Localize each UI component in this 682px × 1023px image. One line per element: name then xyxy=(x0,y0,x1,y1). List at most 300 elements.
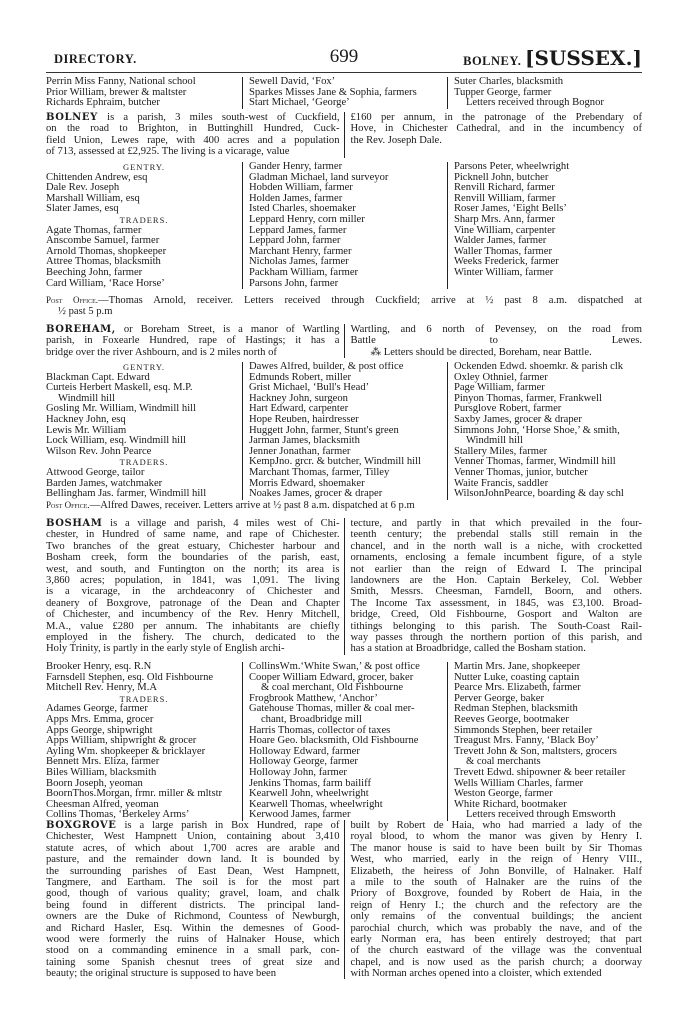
line-text: teenth century; the prebendal stalls still remain in the xyxy=(350,529,642,541)
list-entry: Farnsdell Stephen, esq. Old Fishbourne xyxy=(46,671,214,683)
list-entry: Sewell David, ‘Fox’ xyxy=(248,77,336,87)
line-text: Priory of Boxgrove, founded by Robert de Haia, in the xyxy=(350,888,642,900)
list-entry: Pursglove Robert, farmer xyxy=(453,403,562,415)
list-entry: & coal merchants xyxy=(465,756,541,768)
list-entry: Perver George, baker xyxy=(453,692,545,704)
list-entry: Marshall William, esq xyxy=(46,192,140,204)
continuation-list xyxy=(46,77,642,109)
list-entry: Gladman Michael, land surveyor xyxy=(248,171,389,183)
line-text: M.A., value £280 per annum. The inhabitants are chiefly xyxy=(46,620,340,632)
list-entry: chant, Broadbridge mill xyxy=(260,713,362,725)
line-text: on the road to Brighton, in Buttinghill Hundred, Cuck- xyxy=(46,123,340,135)
paragraph-line xyxy=(351,866,643,877)
line-text: reign of Henry I.; the church and the refectory are the xyxy=(350,899,642,911)
list-entry: Arnold Thomas, shopkeeper xyxy=(46,245,167,257)
line-text: Tangmere, and Eartham. The soil is for the most part xyxy=(46,876,340,888)
list-entry: Vine William, carpenter xyxy=(453,224,556,236)
list-entry: Hackney John, esq xyxy=(46,413,126,425)
list-entry: Prior William, brewer & maltster xyxy=(46,86,187,98)
list-entry: Dale Rev. Joseph xyxy=(46,182,120,194)
line-text: Chichester, West Hampnett Union, containing about 3,410 xyxy=(46,831,340,843)
list-entry: Anscombe Samuel, farmer xyxy=(46,235,160,247)
bolney-post-office xyxy=(46,295,642,318)
line-text: is a parish, 3 miles south-west of Cuckfield, xyxy=(97,112,340,123)
list-entry: Kearwell Thomas, wheelwright xyxy=(248,798,383,810)
paragraph-line xyxy=(46,598,340,609)
line-text: is a vicarage, in the archdeaconry of Chichester and xyxy=(46,586,340,598)
list-entry: Bellingham Jas. farmer, Windmill hill xyxy=(46,488,207,500)
paragraph-line xyxy=(351,968,643,979)
list-entry: Apps Mrs. Emma, grocer xyxy=(46,713,154,725)
list-entry: Attree Thomas, blacksmith xyxy=(46,256,161,268)
list-entry: Walder James, farmer xyxy=(453,235,547,247)
boxgrove-text-right xyxy=(344,820,643,979)
list-entry: Marchant Thomas, farmer, Tilley xyxy=(248,466,390,478)
line-text: —Alfred Dawes, receiver. Letters arrive at ½ past 8 a.m. dispatched at 6 p.m xyxy=(89,500,415,511)
line-text: of 713, assessed at £2,925. The living is a vicarage, value xyxy=(46,146,290,158)
line-text: ⁂ Letters should be directed, Boreham, near Battle. xyxy=(370,346,592,358)
list-entry: Trevett John & Son, maltsters, grocers xyxy=(453,745,617,757)
bosham-column-3 xyxy=(447,662,642,821)
list-entry: Leppard John, farmer xyxy=(248,235,341,247)
line-text: good, though of various quality; gravel, loam, and chalk xyxy=(46,888,340,900)
paragraph-line xyxy=(46,518,340,529)
paragraph-line xyxy=(351,900,643,911)
list-entry: Card William, ‘Race Horse’ xyxy=(46,277,165,289)
list-entry: Noakes James, grocer & draper xyxy=(248,488,383,500)
paragraph-line xyxy=(46,968,340,979)
list-entry: Edmunds Robert, miller xyxy=(248,371,352,383)
paragraph-line xyxy=(351,843,643,854)
paragraph-line xyxy=(46,347,340,358)
list-entry: Boorn Joseph, yeoman xyxy=(46,777,143,789)
line-text: of Chichester, and incumbency of the Rev. Henry Mitchell, xyxy=(46,609,340,621)
paragraph-line xyxy=(351,820,643,831)
list-entry: Parsons John, farmer xyxy=(248,277,339,289)
list-entry: & coal merchant, Old Fishbourne xyxy=(260,682,404,694)
line-text: of the church eastward of the village was the conventual xyxy=(350,945,642,957)
line-text: stood on a commanding eminence in a small park, con- xyxy=(46,945,340,957)
paragraph-line xyxy=(46,888,340,899)
paragraph-line xyxy=(351,347,643,358)
line-text: way passes through the northern portion of this parish, and xyxy=(350,631,642,643)
list-entry: Tupper George, farmer xyxy=(453,86,552,98)
list-entry: Renvill William, farmer xyxy=(453,192,556,204)
paragraph-line xyxy=(46,112,340,123)
list-entry: Sparkes Misses Jane & Sophia, farmers xyxy=(248,86,417,98)
line-text: Two branches of the great estuary, Chichester harbour and xyxy=(46,540,340,552)
list-entry: Beeching John, farmer xyxy=(46,266,143,278)
list-entry: Simmonds Stephen, beer retailer xyxy=(453,724,593,736)
list-entry: Martin Mrs. Jane, shopkeeper xyxy=(453,662,581,672)
list-entry: Hope Reuben, hairdresser xyxy=(248,413,359,425)
line-text: pasture, and the remainder down land. It is bounded by xyxy=(46,854,340,866)
paragraph-line xyxy=(351,934,643,945)
list-entry: Suter Charles, blacksmith xyxy=(453,77,564,87)
line-text: Hove, in Chichester Cathedral, and in the incumbency of xyxy=(350,123,642,135)
list-entry: Wells William Charles, farmer xyxy=(453,777,584,789)
list-entry: Picknell John, butcher xyxy=(453,171,549,183)
list-entry: Huggett John, farmer, Stunt's green xyxy=(248,424,399,436)
line-text: tecture, and partly in that which prevailed in the four- xyxy=(350,518,642,529)
list-entry: Start Michael, ‘George’ xyxy=(248,97,350,109)
line-text: Bosham creek, form the boundaries of the parish, east, xyxy=(46,552,340,564)
list-entry: Waite Francis, saddler xyxy=(453,477,549,489)
paragraph-line xyxy=(46,632,340,643)
bolney-column-3 xyxy=(447,162,642,289)
paragraph-line xyxy=(351,552,643,563)
list-entry: Bennett Mrs. Eliza, farmer xyxy=(46,756,160,768)
bolney-gentry-traders xyxy=(46,162,242,289)
list-entry: Marchant Henry, farmer xyxy=(248,245,352,257)
list-entry: Morris Edward, shoemaker xyxy=(248,477,365,489)
gentry-heading: GENTRY. xyxy=(122,162,165,172)
list-entry: Pinyon Thomas, farmer, Frankwell xyxy=(453,392,602,404)
list-entry: WilsonJohnPearce, boarding & day schl xyxy=(453,488,624,500)
list-entry: Agate Thomas, farmer xyxy=(46,224,142,236)
boreham-text-left xyxy=(46,324,344,358)
line-text: the Rev. Joseph Dale. xyxy=(350,134,442,146)
line-text: bridge over the river Ashbourn, and is 2 miles north of xyxy=(46,346,277,358)
line-text: Battle to Lewes. xyxy=(350,335,642,347)
paragraph-line xyxy=(351,877,643,888)
line-text: the surrounding parishes of East Dean, West Hampnett, xyxy=(46,865,340,877)
list-entry: Gosling Mr. William, Windmill hill xyxy=(46,403,197,415)
list-entry: Ayling Wm. shopkeeper & bricklayer xyxy=(46,745,206,757)
list-entry: Letters received through Emsworth xyxy=(465,809,616,821)
line-text: royal blood, to whom the manor was given by Henry I. xyxy=(350,831,642,843)
bolney-description xyxy=(46,112,642,158)
line-text: is a village and parish, 4 miles west of Chi- xyxy=(102,518,340,529)
list-entry: Hart Edward, carpenter xyxy=(248,403,349,415)
list-entry: Dawes Alfred, builder, & post office xyxy=(248,362,404,372)
paragraph-line xyxy=(46,552,340,563)
paragraph-line xyxy=(351,529,643,540)
paragraph-line xyxy=(351,586,643,597)
list-entry: Richards Ephraim, butcher xyxy=(46,97,160,109)
paragraph-line xyxy=(46,621,340,632)
bolney-list xyxy=(46,162,642,289)
list-entry: Adames George, farmer xyxy=(46,703,148,715)
list-entry: Lock William, esq. Windmill hill xyxy=(46,435,186,447)
paragraph-line xyxy=(351,923,643,934)
list-entry: Waller Thomas, farmer xyxy=(453,245,553,257)
line-text: early Norman era, has been entirely destroyed; that part xyxy=(350,933,642,945)
boreham-column-2 xyxy=(242,362,447,500)
list-entry: Perrin Miss Fanny, National school xyxy=(46,77,196,87)
paragraph-line xyxy=(351,911,643,922)
paragraph-line xyxy=(351,112,643,123)
line-text: chancel, and in the north wall is a niche, with crocketted xyxy=(350,540,642,552)
list-entry: Biles William, blacksmith xyxy=(46,766,157,778)
line-text: or Boreham Street, is a manor of Wartling xyxy=(115,324,340,335)
paragraph-line xyxy=(351,564,643,575)
list-entry: CollinsWm.‘White Swan,’ & post office xyxy=(248,662,420,672)
bosham-text-right xyxy=(344,518,643,655)
boreham-post-office xyxy=(46,500,642,511)
line-text: Elizabeth, the heiress of John Bonville, of Halnaker. Half xyxy=(350,865,642,877)
list-column-1 xyxy=(46,77,242,109)
paragraph-line xyxy=(351,632,643,643)
list-entry: Kerwood James, farmer xyxy=(248,809,351,821)
post-office-label: Post Office. xyxy=(46,295,99,305)
list-entry: Brooker Henry, esq. R.N xyxy=(46,662,152,672)
list-entry: Wilson Rev. John Pearce xyxy=(46,445,152,457)
paragraph-line xyxy=(46,923,340,934)
post-office-line xyxy=(46,306,642,317)
list-entry: Holden James, farmer xyxy=(248,192,343,204)
list-entry: Jarman James, blacksmith xyxy=(248,435,360,447)
line-text: landowners are the Hon. Captain Berkeley, Col. Webber xyxy=(350,574,642,586)
post-office-label: Post Office. xyxy=(46,500,90,510)
line-text: west, and south, and Funtington on the north; its area is xyxy=(46,563,340,575)
paragraph-line xyxy=(351,957,643,968)
list-entry: Winter William, farmer xyxy=(453,266,554,278)
paragraph-line xyxy=(46,820,340,831)
list-entry: Mitchell Rev. Henry, M.A xyxy=(46,682,158,694)
line-text: parish, in Foxearle Hundred, rape of Hastings; it has a xyxy=(46,335,340,347)
paragraph-line xyxy=(351,945,643,956)
list-entry: Letters received through Bognor xyxy=(465,97,604,109)
line-text: built by Robert de Haia, who had married a lady of the xyxy=(350,820,642,831)
paragraph-line xyxy=(46,843,340,854)
paragraph-line xyxy=(46,831,340,842)
line-text: parochial church, which was probably the nave, and of the xyxy=(350,922,642,934)
bosham-gentry-traders xyxy=(46,662,242,821)
list-entry: Roser James, ‘Eight Bells’ xyxy=(453,203,567,215)
entry-heading: BOLNEY xyxy=(46,112,98,123)
list-entry: Apps William, shipwright & grocer xyxy=(46,735,197,747)
entry-heading: BOXGROVE xyxy=(46,820,117,831)
line-text: being found in different districts. The principal land- xyxy=(46,899,340,911)
page-header xyxy=(46,46,642,70)
bosham-text-left xyxy=(46,518,344,655)
paragraph-line xyxy=(46,575,340,586)
line-text: statute acres, of which about 1,700 acres are arable and xyxy=(46,842,340,854)
paragraph-line xyxy=(351,575,643,586)
bosham-list xyxy=(46,662,642,821)
paragraph-line xyxy=(351,831,643,842)
list-entry: Chittenden Andrew, esq xyxy=(46,171,148,183)
boreham-list xyxy=(46,362,642,500)
line-text: chapel, and is now used as the parish church; a doorway xyxy=(350,956,642,968)
paragraph-line xyxy=(46,541,340,552)
list-entry: Renvill Richard, farmer xyxy=(453,182,555,194)
list-entry: Gatehouse Thomas, miller & coal mer- xyxy=(248,703,415,715)
traders-heading: TRADERS. xyxy=(119,214,169,225)
line-text: Holy Trinity, is partly in the early style of English archi- xyxy=(46,643,285,655)
place-name: BOLNEY. xyxy=(463,54,522,68)
paragraph-line xyxy=(351,888,643,899)
line-text: deanery of Boxgrove, patronage of the Dean and Chapter xyxy=(46,597,340,609)
paragraph-line xyxy=(351,324,643,335)
list-entry: Leppard James, farmer xyxy=(248,224,347,236)
list-entry: Jenner Jonathan, farmer xyxy=(248,445,351,457)
bolney-text-left xyxy=(46,112,344,158)
paragraph-line xyxy=(46,564,340,575)
line-text: not earlier than the reign of Edward I. The principal xyxy=(350,563,642,575)
bosham-description xyxy=(46,518,642,655)
list-entry: Sharp Mrs. Ann, farmer xyxy=(453,213,555,225)
paragraph-line xyxy=(46,957,340,968)
line-text: chester, in Hundred of same name, and rape of Chichester. xyxy=(46,529,340,541)
gentry-heading: GENTRY. xyxy=(122,362,165,372)
list-entry: Ockenden Edwd. shoemkr. & parish clk xyxy=(453,362,624,372)
list-entry: Redman Stephen, blacksmith xyxy=(453,703,578,715)
paragraph-line xyxy=(351,335,643,346)
line-text: £160 per annum, in the patronage of the Prebendary of xyxy=(350,112,642,123)
list-column-3 xyxy=(447,77,642,109)
line-text: a mile to the south of Halnaker are the ruins of the xyxy=(350,876,642,888)
paragraph-line xyxy=(351,621,643,632)
list-entry: Venner Thomas, farmer, Windmill hill xyxy=(453,456,616,468)
list-entry: Nicholas James, farmer xyxy=(248,256,349,268)
line-text: The manor house is said to have been built by Sir Thomas xyxy=(350,842,642,854)
list-entry: Barden James, watchmaker xyxy=(46,477,163,489)
line-text: owners are the Duke of Richmond, Countess of Newburgh, xyxy=(46,911,340,923)
page-number: 699 xyxy=(329,46,359,67)
list-entry: Oxley Othniel, farmer xyxy=(453,371,548,383)
list-entry: Kearwell John, wheelwright xyxy=(248,788,369,800)
line-text: with Norman arches opened into a cloister, which extended xyxy=(350,968,602,980)
list-entry: Holloway Edward, farmer xyxy=(248,745,360,757)
list-entry: KempJno. grcr. & butcher, Windmill hill xyxy=(248,456,421,468)
paragraph-line xyxy=(46,900,340,911)
list-entry: Holloway John, farmer xyxy=(248,766,347,778)
bolney-text-right xyxy=(344,112,643,158)
list-entry: Cooper William Edward, grocer, baker xyxy=(248,671,414,683)
list-entry: Harris Thomas, collector of taxes xyxy=(248,724,391,736)
list-entry: Slater James, esq xyxy=(46,203,119,215)
list-entry: Pearce Mrs. Elizabeth, farmer xyxy=(453,682,581,694)
bosham-column-2 xyxy=(242,662,447,821)
paragraph-line xyxy=(46,586,340,597)
paragraph-line xyxy=(351,598,643,609)
line-text: has a station at Broadbridge, called the Bosham station. xyxy=(350,643,586,655)
paragraph-line xyxy=(351,541,643,552)
list-entry: Blackman Capt. Edward xyxy=(46,371,150,383)
line-text: West, who married, early in the reign of Henry VIII., xyxy=(350,854,642,866)
list-entry: Isted Charles, shoemaker xyxy=(248,203,356,215)
list-entry: Simmons John, ‘Horse Shoe,’ & smith, xyxy=(453,424,620,436)
list-entry: Nutter Luke, coasting captain xyxy=(453,671,580,683)
paragraph-line xyxy=(351,135,643,146)
list-column-2 xyxy=(242,77,447,109)
line-text: Wartling, and 6 north of Pevensey, on the road from xyxy=(350,324,642,335)
line-text: —Thomas Arnold, receiver. Letters received through Cuckfield; arrive at ½ past 8 a.m. dispatched at xyxy=(98,295,642,306)
list-entry: Trevett Edwd. shipowner & beer retailer xyxy=(453,766,626,778)
paragraph-line xyxy=(46,324,340,335)
paragraph-line xyxy=(46,643,340,654)
list-entry: Hobden William, farmer xyxy=(248,182,353,194)
list-entry: Hackney John, surgeon xyxy=(248,392,348,404)
line-text: The Income Tax assessment, in 1845, was £3,100. Broad- xyxy=(350,597,642,609)
list-entry: Gander Henry, farmer xyxy=(248,162,343,172)
list-entry: Venner Thomas, junior, butcher xyxy=(453,466,588,478)
paragraph-line xyxy=(46,529,340,540)
list-entry: Hoare Geo. blacksmith, Old Fishbourne xyxy=(248,735,419,747)
list-entry: Leppard Henry, corn miller xyxy=(248,213,365,225)
list-entry: Stallery Miles, farmer xyxy=(453,445,548,457)
list-entry: Reeves George, bootmaker xyxy=(453,713,569,725)
boreham-description xyxy=(46,324,642,358)
header-rule xyxy=(46,72,642,73)
paragraph-line xyxy=(46,934,340,945)
boreham-text-right xyxy=(344,324,643,358)
line-text: field Union, Lewes rape, with 400 acres and a population xyxy=(46,134,340,146)
paragraph-line xyxy=(46,123,340,134)
paragraph-line xyxy=(351,854,643,865)
list-entry: Weeks Frederick, farmer xyxy=(453,256,559,268)
paragraph-line xyxy=(46,866,340,877)
line-text: ornaments, enclosing a female incumbent figure, of a style xyxy=(350,552,642,564)
list-entry: Lewis Mr. William xyxy=(46,424,127,436)
list-entry: Collins Thomas, ‘Berkeley Arms’ xyxy=(46,809,190,821)
paragraph-line xyxy=(351,643,643,654)
paragraph-line xyxy=(46,146,340,157)
entry-heading: BOSHAM xyxy=(46,518,103,529)
line-text: and Richard Hasler, Esq. Within the demesnes of Good- xyxy=(46,922,340,934)
boreham-gentry-traders xyxy=(46,362,242,500)
list-entry: Windmill hill xyxy=(465,435,523,447)
line-text: only remains of the conventual buildings; the ancient xyxy=(350,911,642,923)
line-text: beauty; the original structure is supposed to have been xyxy=(46,968,277,980)
list-entry: Jenkins Thomas, farm bailiff xyxy=(248,777,371,789)
paragraph-line xyxy=(46,609,340,620)
post-office-line xyxy=(46,500,642,511)
line-text: is a large parish in Box Hundred, rape of xyxy=(116,820,340,831)
list-entry: Parsons Peter, wheelwright xyxy=(453,162,570,172)
running-title: DIRECTORY. xyxy=(54,52,137,66)
list-entry: Attwood George, tailor xyxy=(46,466,145,478)
post-office-line xyxy=(46,295,642,306)
list-entry: Page William, farmer xyxy=(453,382,545,394)
list-entry: Cheesman Alfred, yeoman xyxy=(46,798,159,810)
paragraph-line xyxy=(351,609,643,620)
entry-heading: BOREHAM, xyxy=(46,324,116,335)
list-entry: Saxby James, grocer & draper xyxy=(453,413,582,425)
list-entry: White Richard, bootmaker xyxy=(453,798,567,810)
list-entry: Treagust Mrs. Fanny, ‘Black Boy’ xyxy=(453,735,599,747)
paragraph-line xyxy=(46,135,340,146)
running-place xyxy=(463,46,642,70)
paragraph-line xyxy=(46,911,340,922)
boxgrove-description xyxy=(46,820,642,979)
list-entry: Packham William, farmer xyxy=(248,266,359,278)
line-text: ½ past 5 p.m xyxy=(58,306,113,318)
traders-heading: TRADERS. xyxy=(119,457,169,468)
boxgrove-text-left xyxy=(46,820,344,979)
list-entry: BoornThos.Morgan, frmr. miller & mltstr xyxy=(46,788,223,800)
boreham-column-3 xyxy=(447,362,642,500)
list-entry: Frogbrook Matthew, ‘Anchor’ xyxy=(248,692,378,704)
paragraph-line xyxy=(351,518,643,529)
bolney-column-2 xyxy=(242,162,447,289)
list-entry: Curteis Herbert Maskell, esq. M.P. xyxy=(46,382,193,394)
paragraph-line xyxy=(351,123,643,134)
paragraph-line xyxy=(46,335,340,346)
line-text: employed in the fishery. The church, dedicated to the xyxy=(46,631,340,643)
traders-heading: TRADERS. xyxy=(119,693,169,704)
list-entry: Holloway George, farmer xyxy=(248,756,358,768)
line-text: tithings belonging to this parish. The South-Coast Rail- xyxy=(350,620,642,632)
line-text: 3,860 acres; population, in 1841, was 1,091. The living xyxy=(46,574,340,586)
list-entry: Weston George, farmer xyxy=(453,788,553,800)
line-text: Smith, Messrs. Cheesman, Farndell, Boorn, and others. xyxy=(350,586,642,598)
county-name: [SUSSEX.] xyxy=(525,46,642,70)
paragraph-line xyxy=(46,854,340,865)
line-text: wood were formerly the ruins of Halnaker House, which xyxy=(46,933,340,945)
